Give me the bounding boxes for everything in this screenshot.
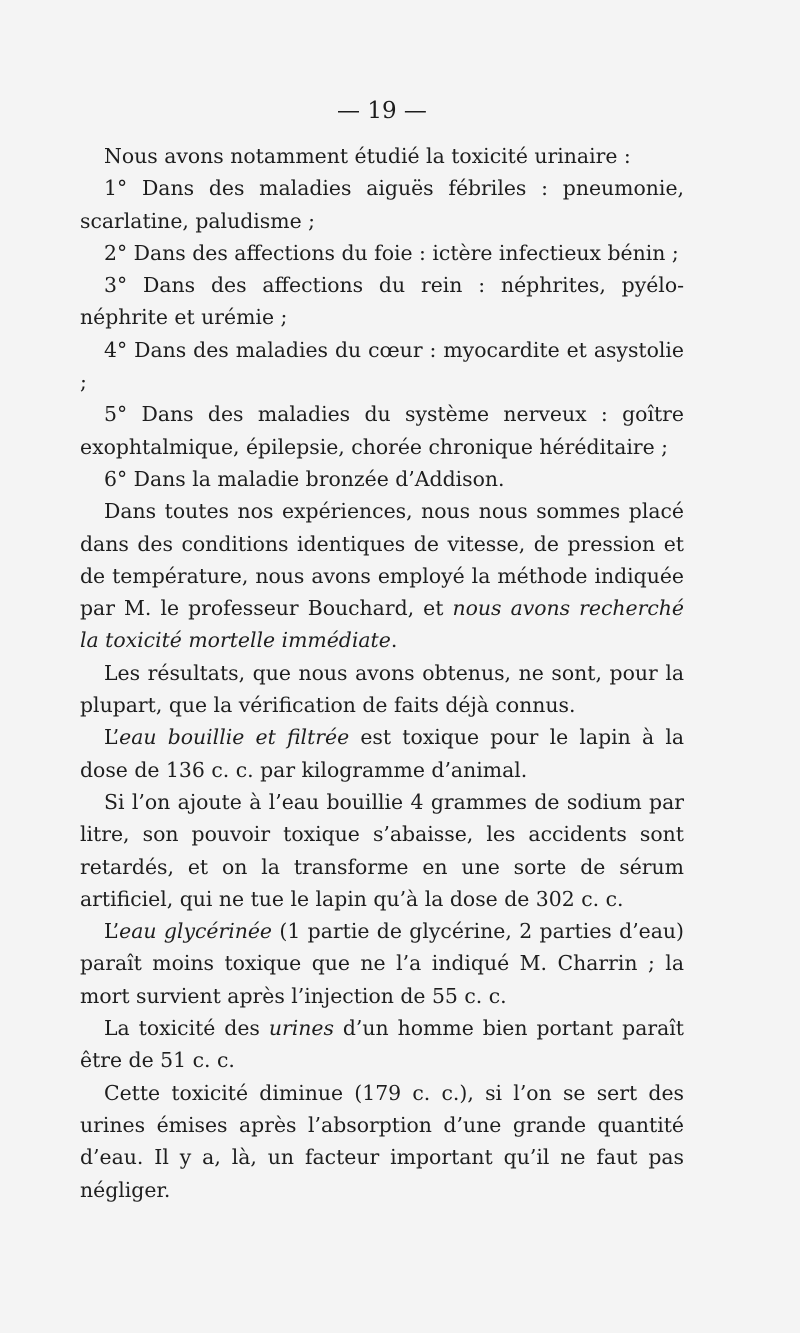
text-run: . <box>390 628 398 653</box>
text-run: est toxique pour le lapin à la dose de 136 c. c. par kilogramme d’animal. <box>80 725 685 782</box>
text-run: Nous avons notamment étudié la toxicité urinaire : <box>104 144 631 168</box>
italic-text: eau bouillie et filtrée <box>119 725 350 750</box>
text-run: Dans toutes nos expériences, nous nous sommes placé dans des conditions identiques de vitesse, de pression et de température, nous avons employé la méthode indiquée par M. le professeur Bouchard, et <box>80 499 684 621</box>
paragraph <box>80 915 684 1012</box>
text-run: 2° Dans des affections du foie : ictère infectieux bénin ; <box>104 240 679 265</box>
text-run: 4° Dans des maladies du cœur : myocardite et asystolie ; <box>80 337 684 395</box>
paragraph <box>80 463 684 495</box>
text-run: 3° Dans des affections du rein : néphrites, pyélo-néphrite et urémie ; <box>80 273 684 330</box>
text-run: Cette toxicité diminue (179 c. c.), si l’on se sert des urines émises après l’absorption d’une grande quantité d’eau. Il y a, là, un facteur important qu’il ne faut pas négliger. <box>80 1080 684 1202</box>
text-run: La toxicité des <box>104 1016 269 1041</box>
text-run: 6° Dans la maladie bronzée d’Addison. <box>104 466 505 491</box>
paragraph <box>80 237 684 269</box>
text-run: 5° Dans des maladies du système nerveux : goître exophtalmique, épilepsie, chorée chronique héréditaire ; <box>80 402 684 459</box>
text-run: (1 partie de glycérine, 2 parties d’eau) paraît moins toxique que ne l’a indiqué M. Charrin ; la mort survient après l’injection de 55 c. c. <box>80 919 684 1008</box>
paragraph <box>80 1077 684 1206</box>
paragraph <box>80 1012 684 1077</box>
page-number: — 19 — <box>337 98 427 124</box>
paragraph <box>80 269 684 334</box>
paragraph <box>80 172 684 237</box>
text-run: 1° Dans des maladies aiguës fébriles : pneumonie, scarlatine, paludisme ; <box>80 176 684 233</box>
italic-text: nous avons recherché la toxicité mortelle immédiate <box>80 596 684 653</box>
text-run: Les résultats, que nous avons obtenus, ne sont, pour la plupart, que la vérification de faits déjà connus. <box>80 660 684 718</box>
italic-text: eau glycérinée <box>119 919 272 944</box>
paragraph <box>80 495 684 656</box>
text-run: d’un homme bien portant paraît être de 51 c. c. <box>80 1016 684 1073</box>
paragraph <box>80 398 684 463</box>
paragraph <box>80 721 684 786</box>
text-run: L’ <box>104 725 120 750</box>
paragraph <box>80 786 684 915</box>
text-run: Si l’on ajoute à l’eau bouillie 4 grammes de sodium par litre, son pouvoir toxique s’abaisse, les accidents sont retardés, et on la transforme en une sorte de sérum artificiel, qui ne tue le lapin qu’à la dose de 302 c. c. <box>80 789 684 911</box>
text-run: L’ <box>104 919 120 944</box>
italic-text: urines <box>268 1016 334 1041</box>
paragraph <box>80 334 684 399</box>
body-text <box>80 140 684 1206</box>
paragraph <box>80 140 684 172</box>
paragraph <box>80 657 684 722</box>
